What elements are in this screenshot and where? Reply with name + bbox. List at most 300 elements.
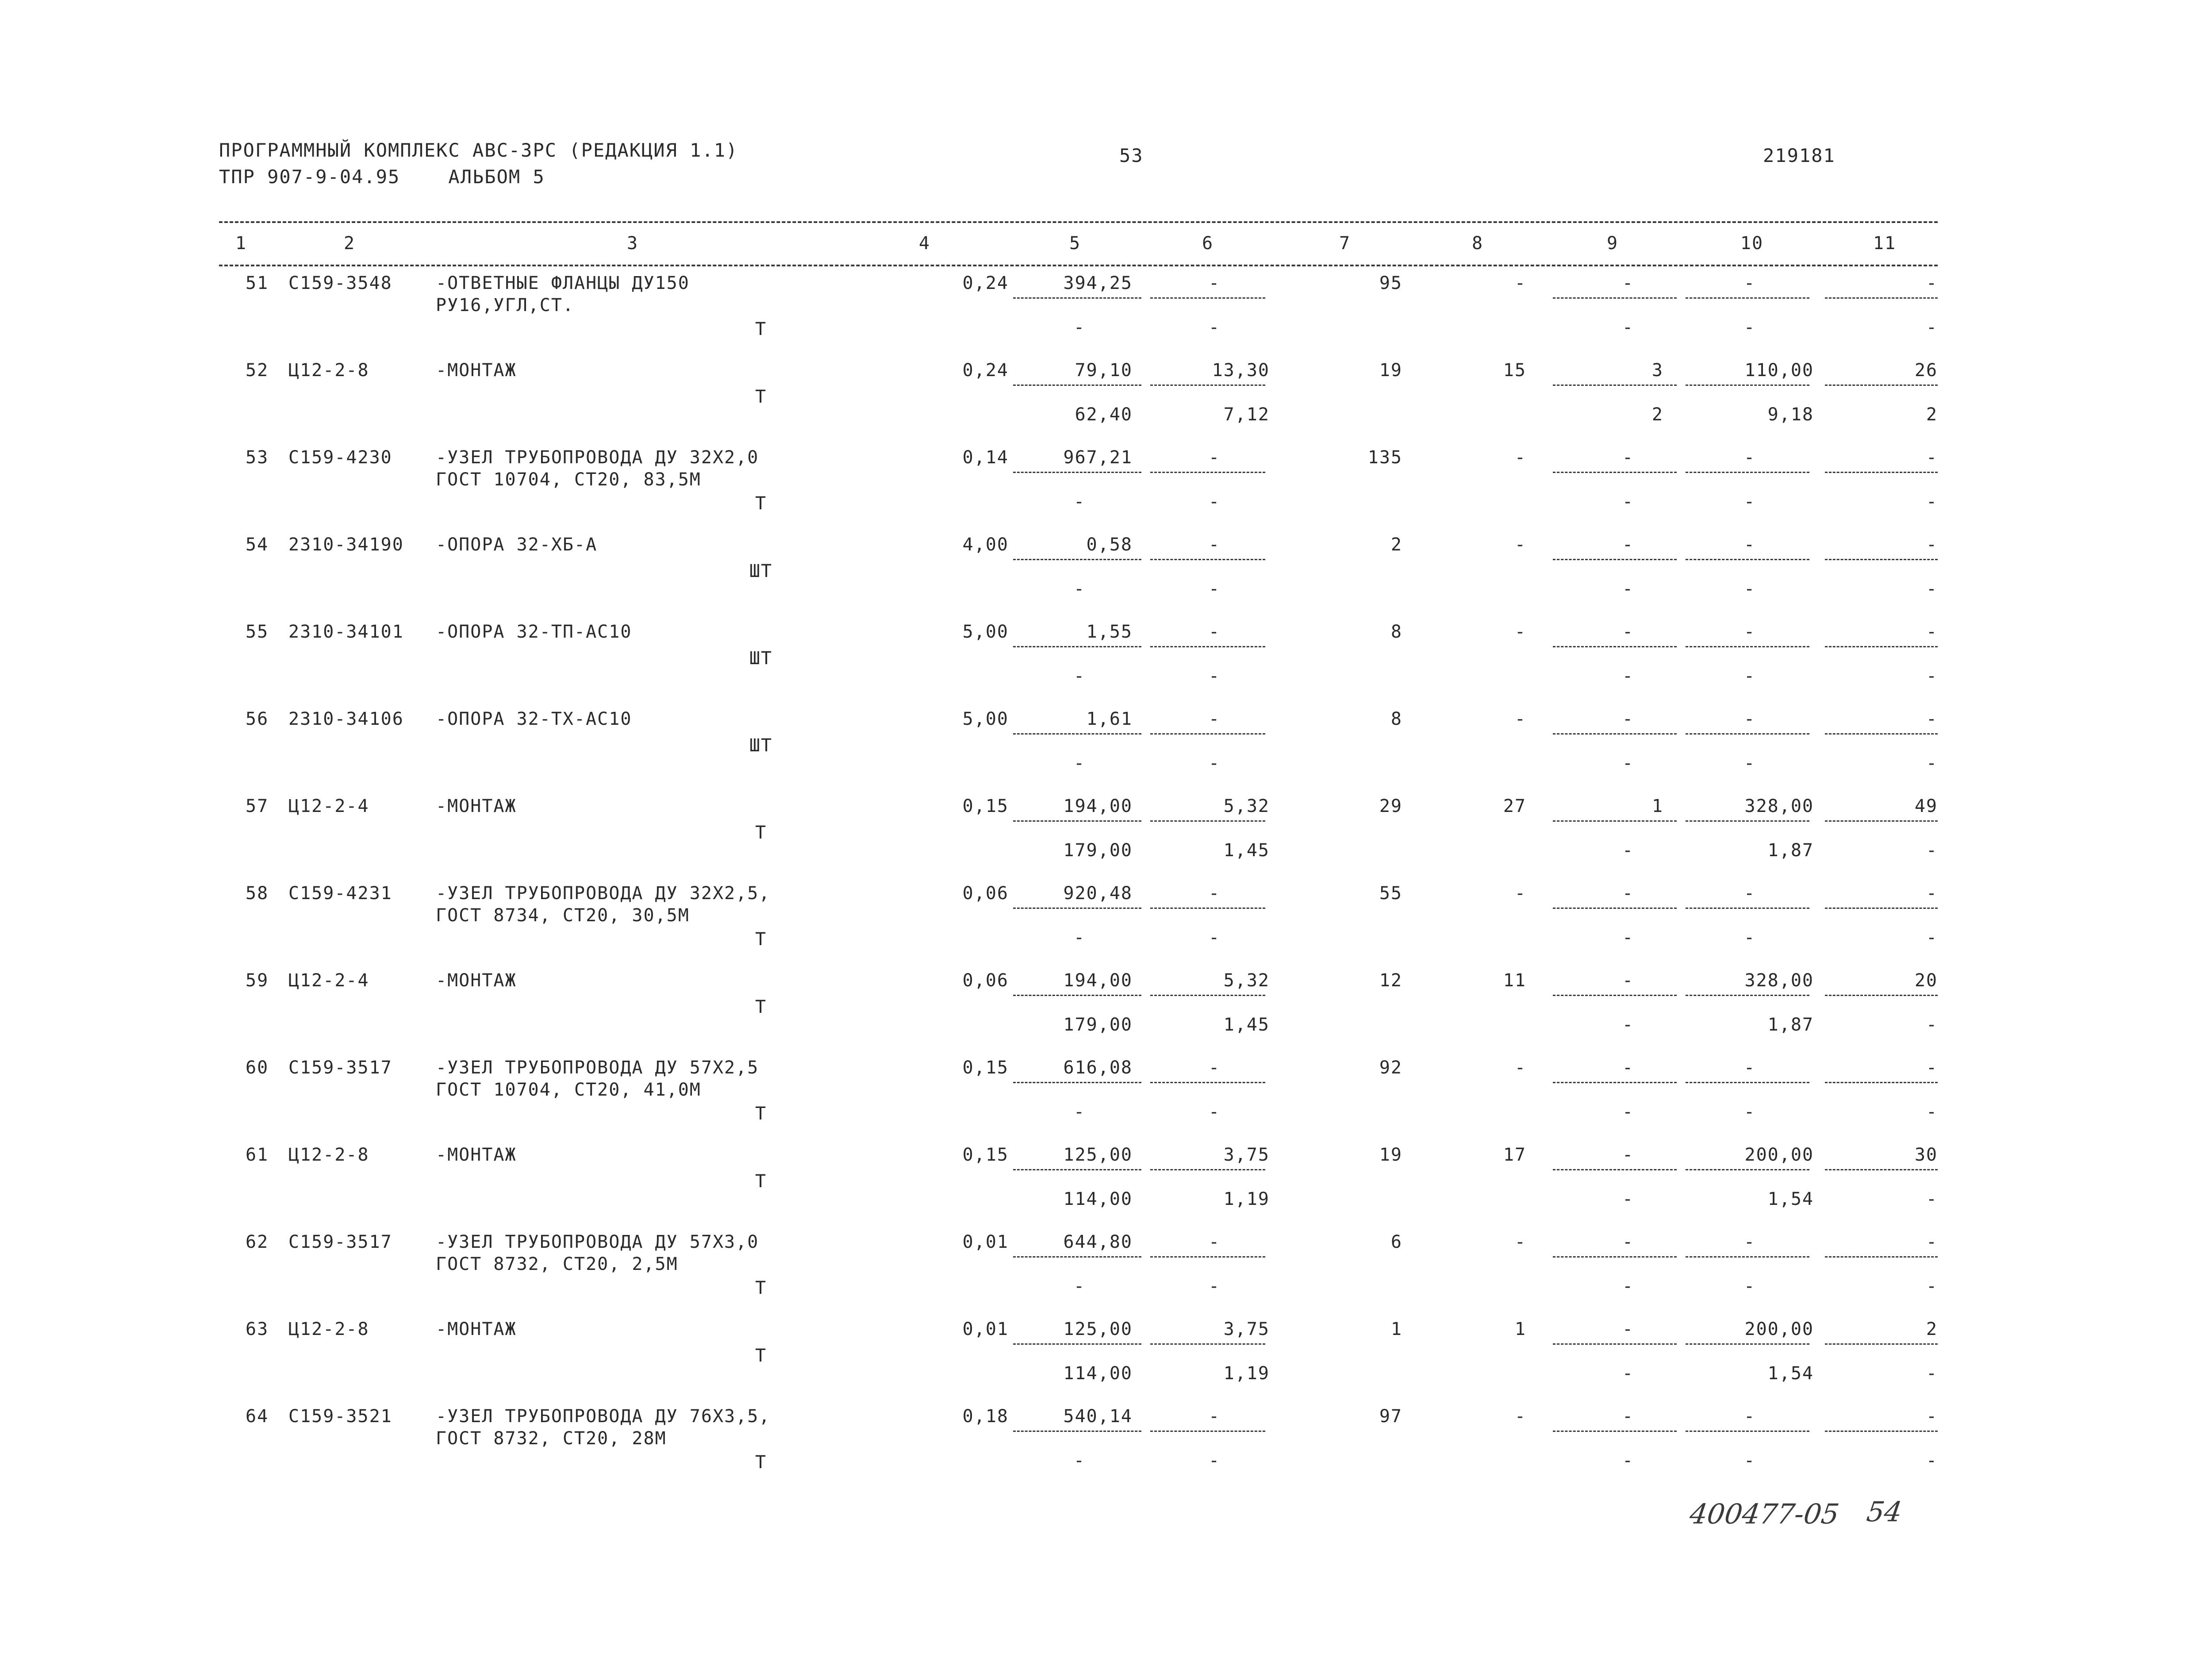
- work-description: -УЗЕЛ ТРУБОПРОВОДА ДУ 32Х2,5,: [436, 883, 771, 904]
- row-number: 60: [246, 1058, 269, 1078]
- col9-rule: [1553, 297, 1677, 299]
- unit-cost: 1,61: [1086, 709, 1133, 729]
- col11-rule: [1825, 646, 1938, 647]
- wages-total: -: [1514, 709, 1526, 729]
- labor-per-unit-machinists: -: [1743, 317, 1756, 338]
- labor-per-unit-machinists: 1,87: [1767, 1015, 1814, 1035]
- machine-cost: 13,30: [1212, 360, 1270, 381]
- labor-total-machinists: -: [1926, 753, 1938, 773]
- col9-rule: [1553, 1256, 1677, 1258]
- machine-split-rule: [1150, 1431, 1265, 1432]
- machine-total-wages: -: [1622, 666, 1634, 686]
- machine-total: -: [1622, 622, 1634, 642]
- col9-rule: [1553, 733, 1677, 735]
- project-album-line: ТПР 907-9-04.95 АЛЬБОМ 5: [219, 166, 545, 188]
- labor-total: -: [1926, 447, 1938, 468]
- machine-cost-wages: 1,19: [1223, 1363, 1270, 1384]
- col10-rule: [1686, 1431, 1809, 1432]
- quantity: 0,15: [962, 1145, 1009, 1165]
- col9-rule: [1553, 559, 1677, 560]
- labor-per-unit-machinists: -: [1743, 492, 1756, 512]
- sheet-number: 54: [1864, 1496, 1905, 1528]
- labor-total-machinists: -: [1926, 927, 1938, 948]
- unit-cost: 125,00: [1063, 1145, 1133, 1165]
- col10-rule: [1686, 733, 1809, 735]
- machine-cost: -: [1208, 1406, 1221, 1427]
- machine-total: 1: [1651, 796, 1663, 816]
- unit-of-measure: Т: [755, 1452, 767, 1473]
- labor-per-unit-machinists: -: [1743, 579, 1756, 599]
- work-description: -МОНТАЖ: [436, 1319, 517, 1339]
- labor-per-unit: 200,00: [1744, 1145, 1814, 1165]
- col11-rule: [1825, 908, 1938, 909]
- machine-cost-wages: -: [1208, 1450, 1221, 1471]
- col9-rule: [1553, 995, 1677, 996]
- machine-split-rule: [1150, 1343, 1265, 1345]
- col10-rule: [1686, 297, 1809, 299]
- labor-total-machinists: -: [1926, 1102, 1938, 1122]
- unit-cost: 616,08: [1063, 1058, 1133, 1078]
- col11-rule: [1825, 995, 1938, 996]
- unit-of-measure: Т: [755, 997, 767, 1017]
- work-description: -УЗЕЛ ТРУБОПРОВОДА ДУ 76Х3,5,: [436, 1406, 771, 1427]
- quantity: 5,00: [962, 709, 1009, 729]
- machine-cost-wages: -: [1208, 1102, 1221, 1122]
- wages-total: 1: [1514, 1319, 1526, 1339]
- wages-total: -: [1514, 1232, 1526, 1252]
- rate-code: С159-3517: [288, 1058, 392, 1078]
- cost-split-rule: [1013, 559, 1141, 560]
- work-description: ГОСТ 8734, СТ20, 30,5М: [436, 905, 690, 926]
- labor-total: 2: [1926, 1319, 1938, 1339]
- row-number: 56: [246, 709, 269, 729]
- labor-total-machinists: -: [1926, 840, 1938, 861]
- column-header-11: 11: [1873, 233, 1897, 254]
- machine-total: -: [1622, 970, 1634, 991]
- machine-cost-wages: -: [1208, 666, 1221, 686]
- labor-total: -: [1926, 1058, 1938, 1078]
- cost-split-rule: [1013, 1431, 1141, 1432]
- unit-of-measure: Т: [755, 493, 767, 514]
- total-cost: 135: [1367, 447, 1402, 468]
- machine-cost: -: [1208, 273, 1221, 293]
- total-cost: 2: [1390, 535, 1402, 555]
- unit-cost: 1,55: [1086, 622, 1133, 642]
- labor-total-machinists: -: [1926, 1015, 1938, 1035]
- labor-per-unit-machinists: 1,54: [1767, 1363, 1814, 1384]
- work-description: -МОНТАЖ: [436, 360, 517, 381]
- unit-cost-wages: 179,00: [1063, 840, 1133, 861]
- total-cost: 55: [1379, 883, 1402, 904]
- row-number: 54: [246, 535, 269, 555]
- col10-rule: [1686, 1256, 1809, 1258]
- row-number: 64: [246, 1406, 269, 1427]
- cost-split-rule: [1013, 733, 1141, 735]
- labor-total: 26: [1914, 360, 1938, 381]
- machine-cost: 5,32: [1223, 970, 1270, 991]
- machine-split-rule: [1150, 1169, 1265, 1170]
- page-number: 53: [1119, 145, 1144, 166]
- work-description: ГОСТ 10704, СТ20, 83,5М: [436, 469, 701, 490]
- unit-cost-wages: -: [1073, 666, 1086, 686]
- machine-total: -: [1622, 535, 1634, 555]
- labor-per-unit-machinists: -: [1743, 1450, 1756, 1471]
- column-header-2: 2: [343, 233, 356, 254]
- total-cost: 97: [1379, 1406, 1402, 1427]
- col11-rule: [1825, 559, 1938, 560]
- labor-per-unit: -: [1743, 535, 1756, 555]
- unit-cost: 394,25: [1063, 273, 1133, 293]
- table-top-rule: [219, 221, 1938, 223]
- total-cost: 92: [1379, 1058, 1402, 1078]
- wages-total: -: [1514, 622, 1526, 642]
- labor-total: -: [1926, 1232, 1938, 1252]
- machine-cost: 3,75: [1223, 1145, 1270, 1165]
- unit-of-measure: ШТ: [749, 648, 773, 669]
- labor-total-machinists: -: [1926, 1189, 1938, 1209]
- unit-of-measure: ШТ: [749, 735, 773, 756]
- labor-total-machinists: 2: [1926, 404, 1938, 425]
- unit-cost: 540,14: [1063, 1406, 1133, 1427]
- table-header-bottom-rule: [219, 265, 1938, 266]
- col11-rule: [1825, 385, 1938, 386]
- machine-split-rule: [1150, 297, 1265, 299]
- labor-total: 30: [1914, 1145, 1938, 1165]
- unit-of-measure: Т: [755, 1278, 767, 1298]
- wages-total: 27: [1503, 796, 1526, 816]
- wages-total: -: [1514, 1406, 1526, 1427]
- machine-cost: 5,32: [1223, 796, 1270, 816]
- rate-code: Ц12-2-4: [288, 796, 369, 816]
- row-number: 53: [246, 447, 269, 468]
- col11-rule: [1825, 1343, 1938, 1345]
- machine-cost: -: [1208, 447, 1221, 468]
- unit-cost: 125,00: [1063, 1319, 1133, 1339]
- total-cost: 19: [1379, 360, 1402, 381]
- labor-per-unit: 110,00: [1744, 360, 1814, 381]
- machine-total-wages: -: [1622, 840, 1634, 861]
- cost-split-rule: [1013, 385, 1141, 386]
- unit-cost-wages: 114,00: [1063, 1363, 1133, 1384]
- quantity: 0,01: [962, 1232, 1009, 1252]
- labor-total: -: [1926, 709, 1938, 729]
- quantity: 5,00: [962, 622, 1009, 642]
- program-title: ПРОГРАММНЫЙ КОМПЛЕКС АВС-3РС (РЕДАКЦИЯ 1.1): [219, 139, 738, 161]
- unit-cost: 920,48: [1063, 883, 1133, 904]
- column-header-7: 7: [1339, 233, 1351, 254]
- unit-of-measure: Т: [755, 929, 767, 950]
- wages-total: -: [1514, 273, 1526, 293]
- work-description: -МОНТАЖ: [436, 796, 517, 816]
- machine-total: -: [1622, 709, 1634, 729]
- machine-total-wages: -: [1622, 753, 1634, 773]
- col11-rule: [1825, 1082, 1938, 1083]
- cost-split-rule: [1013, 908, 1141, 909]
- labor-total: 49: [1914, 796, 1938, 816]
- labor-per-unit-machinists: -: [1743, 1276, 1756, 1296]
- unit-cost-wages: -: [1073, 1276, 1086, 1296]
- work-description: -УЗЕЛ ТРУБОПРОВОДА ДУ 57Х3,0: [436, 1232, 759, 1252]
- labor-per-unit: -: [1743, 709, 1756, 729]
- machine-split-rule: [1150, 472, 1265, 473]
- machine-cost-wages: 7,12: [1223, 404, 1270, 425]
- row-number: 55: [246, 622, 269, 642]
- work-description: -ОПОРА 32-ХБ-А: [436, 535, 598, 555]
- labor-total: -: [1926, 535, 1938, 555]
- row-number: 52: [246, 360, 269, 381]
- wages-total: -: [1514, 883, 1526, 904]
- machine-cost-wages: -: [1208, 317, 1221, 338]
- machine-cost-wages: 1,45: [1223, 1015, 1270, 1035]
- column-header-9: 9: [1606, 233, 1619, 254]
- work-description: -ОПОРА 32-ТП-АС10: [436, 622, 632, 642]
- labor-per-unit-machinists: 1,87: [1767, 840, 1814, 861]
- labor-total: -: [1926, 273, 1938, 293]
- col11-rule: [1825, 297, 1938, 299]
- machine-cost-wages: -: [1208, 927, 1221, 948]
- machine-total: -: [1622, 273, 1634, 293]
- row-number: 63: [246, 1319, 269, 1339]
- cost-split-rule: [1013, 1343, 1141, 1345]
- column-header-6: 6: [1202, 233, 1214, 254]
- wages-total: -: [1514, 447, 1526, 468]
- unit-of-measure: Т: [755, 1104, 767, 1124]
- wages-total: 15: [1503, 360, 1526, 381]
- rate-code: С159-3548: [288, 273, 392, 293]
- machine-total: 3: [1651, 360, 1663, 381]
- column-header-10: 10: [1740, 233, 1764, 254]
- labor-per-unit-machinists: 9,18: [1767, 404, 1814, 425]
- labor-total-machinists: -: [1926, 1363, 1938, 1384]
- col9-rule: [1553, 1343, 1677, 1345]
- machine-total-wages: -: [1622, 927, 1634, 948]
- labor-total-machinists: -: [1926, 666, 1938, 686]
- quantity: 0,14: [962, 447, 1009, 468]
- col10-rule: [1686, 646, 1809, 647]
- work-description: ГОСТ 8732, СТ20, 2,5М: [436, 1254, 678, 1274]
- labor-per-unit: -: [1743, 1406, 1756, 1427]
- total-cost: 12: [1379, 970, 1402, 991]
- unit-cost-wages: -: [1073, 753, 1086, 773]
- labor-per-unit-machinists: -: [1743, 927, 1756, 948]
- cost-split-rule: [1013, 646, 1141, 647]
- col11-rule: [1825, 1256, 1938, 1258]
- column-header-3: 3: [626, 233, 639, 254]
- labor-per-unit-machinists: -: [1743, 666, 1756, 686]
- labor-total-machinists: -: [1926, 317, 1938, 338]
- labor-per-unit: -: [1743, 273, 1756, 293]
- machine-total-wages: -: [1622, 1276, 1634, 1296]
- machine-split-rule: [1150, 385, 1265, 386]
- machine-cost: -: [1208, 709, 1221, 729]
- unit-of-measure: ШТ: [749, 561, 773, 581]
- unit-cost-wages: -: [1073, 317, 1086, 338]
- machine-cost-wages: -: [1208, 492, 1221, 512]
- wages-total: 17: [1503, 1145, 1526, 1165]
- rate-code: 2310-34101: [288, 622, 404, 642]
- col9-rule: [1553, 472, 1677, 473]
- rate-code: С159-4230: [288, 447, 392, 468]
- row-number: 62: [246, 1232, 269, 1252]
- col10-rule: [1686, 385, 1809, 386]
- machine-total-wages: -: [1622, 1450, 1634, 1471]
- col10-rule: [1686, 1343, 1809, 1345]
- quantity: 0,06: [962, 970, 1009, 991]
- col10-rule: [1686, 908, 1809, 909]
- machine-total: -: [1622, 1145, 1634, 1165]
- machine-total-wages: -: [1622, 1189, 1634, 1209]
- labor-total-machinists: -: [1926, 1276, 1938, 1296]
- row-number: 51: [246, 273, 269, 293]
- unit-cost: 644,80: [1063, 1232, 1133, 1252]
- rate-code: 2310-34190: [288, 535, 404, 555]
- labor-per-unit: 200,00: [1744, 1319, 1814, 1339]
- work-description: ГОСТ 8732, СТ20, 28М: [436, 1428, 667, 1449]
- unit-cost-wages: 62,40: [1075, 404, 1133, 425]
- col11-rule: [1825, 820, 1938, 822]
- unit-cost-wages: -: [1073, 1102, 1086, 1122]
- document-code: 219181: [1763, 145, 1836, 166]
- labor-per-unit-machinists: -: [1743, 1102, 1756, 1122]
- column-header-5: 5: [1069, 233, 1081, 254]
- cost-split-rule: [1013, 1082, 1141, 1083]
- machine-total-wages: -: [1622, 492, 1634, 512]
- col10-rule: [1686, 820, 1809, 822]
- machine-total-wages: -: [1622, 1015, 1634, 1035]
- quantity: 0,15: [962, 1058, 1009, 1078]
- labor-per-unit-machinists: -: [1743, 753, 1756, 773]
- column-header-8: 8: [1471, 233, 1484, 254]
- col10-rule: [1686, 472, 1809, 473]
- col9-rule: [1553, 1082, 1677, 1083]
- machine-split-rule: [1150, 995, 1265, 996]
- labor-total-machinists: -: [1926, 1450, 1938, 1471]
- col9-rule: [1553, 1169, 1677, 1170]
- unit-cost: 967,21: [1063, 447, 1133, 468]
- col10-rule: [1686, 1169, 1809, 1170]
- rate-code: Ц12-2-8: [288, 360, 369, 381]
- labor-per-unit-machinists: 1,54: [1767, 1189, 1814, 1209]
- machine-total: -: [1622, 1232, 1634, 1252]
- quantity: 0,18: [962, 1406, 1009, 1427]
- col11-rule: [1825, 733, 1938, 735]
- unit-of-measure: Т: [755, 387, 767, 407]
- total-cost: 1: [1390, 1319, 1402, 1339]
- work-description: -ОТВЕТНЫЕ ФЛАНЦЫ ДУ150: [436, 273, 690, 293]
- machine-split-rule: [1150, 908, 1265, 909]
- col10-rule: [1686, 559, 1809, 560]
- unit-cost-wages: -: [1073, 1450, 1086, 1471]
- machine-cost-wages: 1,45: [1223, 840, 1270, 861]
- machine-cost: -: [1208, 535, 1221, 555]
- labor-per-unit: -: [1743, 622, 1756, 642]
- quantity: 0,24: [962, 360, 1009, 381]
- labor-per-unit: 328,00: [1744, 796, 1814, 816]
- machine-cost-wages: -: [1208, 579, 1221, 599]
- rate-code: С159-3517: [288, 1232, 392, 1252]
- row-number: 58: [246, 883, 269, 904]
- total-cost: 6: [1390, 1232, 1402, 1252]
- machine-total: -: [1622, 447, 1634, 468]
- labor-per-unit: -: [1743, 883, 1756, 904]
- machine-cost-wages: 1,19: [1223, 1189, 1270, 1209]
- machine-split-rule: [1150, 1082, 1265, 1083]
- row-number: 59: [246, 970, 269, 991]
- machine-split-rule: [1150, 646, 1265, 647]
- col9-rule: [1553, 646, 1677, 647]
- total-cost: 19: [1379, 1145, 1402, 1165]
- labor-per-unit: -: [1743, 1232, 1756, 1252]
- col11-rule: [1825, 1169, 1938, 1170]
- unit-cost: 0,58: [1086, 535, 1133, 555]
- quantity: 0,01: [962, 1319, 1009, 1339]
- col10-rule: [1686, 995, 1809, 996]
- cost-split-rule: [1013, 472, 1141, 473]
- labor-per-unit: -: [1743, 1058, 1756, 1078]
- machine-split-rule: [1150, 820, 1265, 822]
- cost-split-rule: [1013, 1169, 1141, 1170]
- col10-rule: [1686, 1082, 1809, 1083]
- cost-split-rule: [1013, 820, 1141, 822]
- rate-code: Ц12-2-8: [288, 1145, 369, 1165]
- unit-of-measure: Т: [755, 1171, 767, 1192]
- quantity: 0,24: [962, 273, 1009, 293]
- machine-split-rule: [1150, 733, 1265, 735]
- labor-total: -: [1926, 622, 1938, 642]
- col9-rule: [1553, 385, 1677, 386]
- machine-cost: -: [1208, 1058, 1221, 1078]
- row-number: 57: [246, 796, 269, 816]
- unit-of-measure: Т: [755, 319, 767, 339]
- machine-cost: -: [1208, 1232, 1221, 1252]
- labor-per-unit: 328,00: [1744, 970, 1814, 991]
- rate-code: С159-4231: [288, 883, 392, 904]
- work-description: -ОПОРА 32-ТХ-АС10: [436, 709, 632, 729]
- column-header-4: 4: [918, 233, 931, 254]
- labor-total: 20: [1914, 970, 1938, 991]
- labor-total-machinists: -: [1926, 492, 1938, 512]
- labor-total: -: [1926, 883, 1938, 904]
- work-description: РУ16,УГЛ,СТ.: [436, 295, 574, 315]
- total-cost: 8: [1390, 709, 1402, 729]
- machine-split-rule: [1150, 1256, 1265, 1258]
- machine-cost: 3,75: [1223, 1319, 1270, 1339]
- machine-total: -: [1622, 883, 1634, 904]
- unit-cost: 79,10: [1075, 360, 1133, 381]
- col11-rule: [1825, 472, 1938, 473]
- unit-cost-wages: 179,00: [1063, 1015, 1133, 1035]
- unit-cost: 194,00: [1063, 970, 1133, 991]
- cost-split-rule: [1013, 297, 1141, 299]
- work-description: -МОНТАЖ: [436, 1145, 517, 1165]
- labor-per-unit: -: [1743, 447, 1756, 468]
- total-cost: 95: [1379, 273, 1402, 293]
- work-description: -УЗЕЛ ТРУБОПРОВОДА ДУ 57Х2,5: [436, 1058, 759, 1078]
- machine-cost: -: [1208, 622, 1221, 642]
- machine-total: -: [1622, 1058, 1634, 1078]
- total-cost: 8: [1390, 622, 1402, 642]
- quantity: 0,15: [962, 796, 1009, 816]
- machine-total-wages: -: [1622, 317, 1634, 338]
- work-description: -УЗЕЛ ТРУБОПРОВОДА ДУ 32Х2,0: [436, 447, 759, 468]
- unit-cost-wages: -: [1073, 927, 1086, 948]
- total-cost: 29: [1379, 796, 1402, 816]
- labor-total: -: [1926, 1406, 1938, 1427]
- unit-of-measure: Т: [755, 1346, 767, 1366]
- unit-of-measure: Т: [755, 823, 767, 843]
- machine-split-rule: [1150, 559, 1265, 560]
- machine-total-wages: -: [1622, 1102, 1634, 1122]
